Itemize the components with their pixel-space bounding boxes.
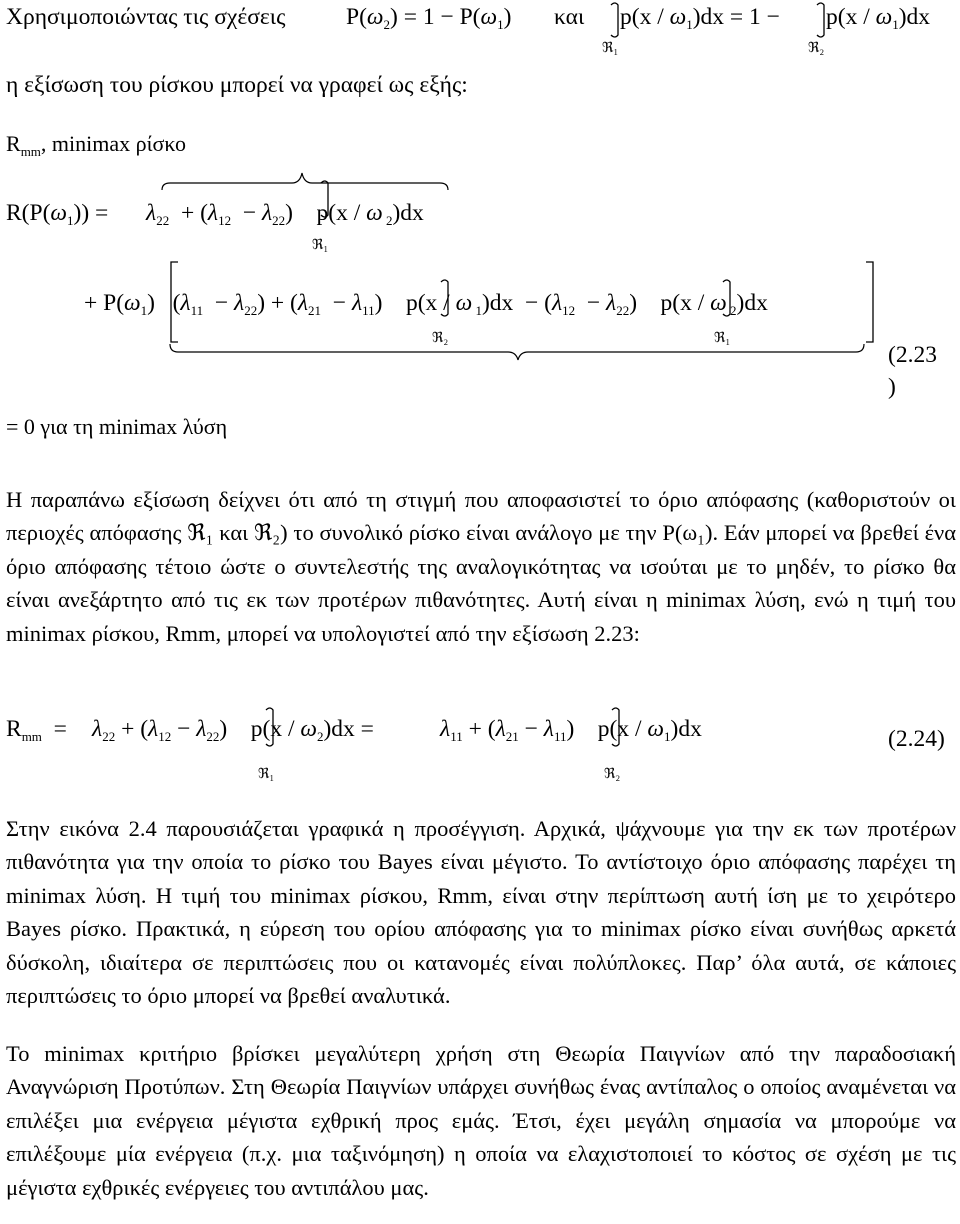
eq23-line2-region-b: ℜ₁ <box>714 331 731 346</box>
paragraph-1: Η παραπάνω εξίσωση δείχνει ότι από τη στιγμή που αποφασιστεί το όριο απόφασης (καθοριστούν οι περιοχές απόφασης ℜ₁ και ℜ₂) το συνολικό ρίσκο είναι ανάλογο με την P(ω₁). Εάν μπορεί να βρεθεί ένα όριο απόφασης τέτοιο ώστε ο συντελεστής της αναλογικότητας να ισούται με το μηδέν, το ρίσκο θα είναι ανεξάρτητο από τις εκ των προτέρων πιθανότητες. Αυτή είναι η minimax λύση, ενώ η τιμή του minimax ρίσκου, Rmm, μπορεί να υπολογιστεί από την εξίσωση 2.23: <box>6 487 956 646</box>
region-label-r2: ℜ₂ <box>808 41 825 56</box>
rmm-definition: $R_{mm}$, minimax ρίσκο <box>6 131 186 159</box>
overbrace <box>162 173 448 190</box>
eq24-mid: $\lambda_{22} + (\lambda_{12} - \lambda_{22})$ $p(x / \omega_2)dx$ = <box>92 716 374 744</box>
eq23-line1-rest: $\lambda_{22} + (\lambda_{12} - \lambda_{22})$ p(x / ω $_2$)dx <box>146 200 424 228</box>
eq23-line1-lhs: $R(P(\omega_1))$ = <box>6 200 109 228</box>
eq24-lhs: $R_{mm}$ = <box>6 716 67 744</box>
eq24-region-a: ℜ₁ <box>258 767 275 782</box>
eq23-line2-region-a: ℜ₂ <box>432 331 449 346</box>
region-label-r1: ℜ₁ <box>602 41 619 56</box>
eq24-rhs: $\lambda_{11} + (\lambda_{21} - \lambda_{11})$ $p(x / \omega_1)dx$ <box>440 716 702 744</box>
relation-1: $P(\omega_2) = 1 - P(\omega_1)$ <box>346 4 512 32</box>
integral-sign <box>611 3 618 37</box>
integral-sign <box>817 3 824 37</box>
underbrace <box>170 344 864 360</box>
eq24-region-b: ℜ₂ <box>604 767 621 782</box>
eq24-number: (2.24) <box>888 726 945 752</box>
eq23-number: (2.23 <box>888 342 937 368</box>
and-word: και <box>554 4 585 30</box>
paragraph-3: Το minimax κριτήριο βρίσκει μεγαλύτερη χρήση στη Θεωρία Παιγνίων από την παραδοσιακή Αναγνώριση Προτύπων. Στη Θεωρία Παιγνίων υπάρχει συνήθως ένας αντίπαλος ο οποίος αναμένεται να επιλέξει μια ενέργεια μέγιστα εχθρική προς εμάς. Έτσι, έχει μεγάλη σημασία να μπορούμε να επιλέξουμε μία ενέργεια (π.χ. μια ταξινόμηση) η οποία να ελαχιστοποιεί το κόστος σε σχέση με τις μέγιστα εχθρικές ενέργειες του αντιπάλου μας. <box>6 1041 956 1200</box>
eq23-number-close: ) <box>888 374 896 400</box>
minimax-note: = 0 για τη minimax λύση <box>6 414 228 439</box>
eq23-line2: + $P(\omega_1) (\lambda_{11} - \lambda_{22}) + (\lambda_{21} - \lambda_{11})$ p(x / ω $_1)dx - (\lambda_{12} - \lambda_{22})$ p(x / ω $_2$)dx <box>84 290 768 318</box>
eq23-line1-region: ℜ₁ <box>312 238 329 253</box>
relation-2-rhs: $p(x / \omega_1)dx$ <box>826 4 931 32</box>
intro-text: Χρησιμοποιώντας τις σχέσεις <box>6 4 286 30</box>
right-bracket <box>866 262 873 342</box>
paragraph-2: Στην εικόνα 2.4 παρουσιάζεται γραφικά η προσέγγιση. Αρχικά, ψάχνουμε για την εκ των προτέρων πιθανότητα για την οποία το ρίσκο του Bayes είναι μέγιστο. Το αντίστοιχο όριο απόφασης παρέχει τη minimax λύση. Η τιμή του minimax ρίσκου, Rmm, είναι στην περίπτωση αυτή ίση με το χειρότερο Bayes ρίσκο. Πρακτικά, η εύρεση του ορίου απόφασης για το minimax ρίσκο είναι συνήθως αρκετά δύσκολη, ιδιαίτερα σε περιπτώσεις που οι κατανομές είναι πολύπλοκες. Παρ’ όλα αυτά, σε κάποιες περιπτώσεις το όριο μπορεί να βρεθεί αναλυτικά. <box>6 816 956 1009</box>
relation-2: $p(x / \omega_1)dx = 1$ − <box>620 4 780 32</box>
intro-line-2: η εξίσωση του ρίσκου μπορεί να γραφεί ως εξής: <box>6 72 468 98</box>
